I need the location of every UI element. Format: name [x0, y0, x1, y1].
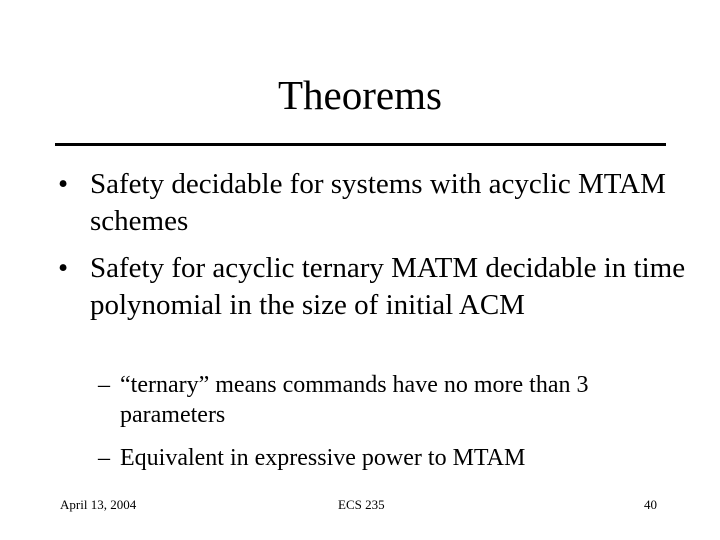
footer-page-number: 40 — [644, 497, 657, 512]
bullet-text: Safety decidable for systems with acyclic MTAM schemes — [90, 168, 666, 237]
bullet-text: Safety for acyclic ternary MATM decidable in time polynomial in the size of initial ACM — [90, 252, 686, 321]
sub-bullet-text: Equivalent in expressive power to MTAM — [120, 445, 526, 471]
bullet-marker: • — [58, 168, 69, 200]
footer-course: ECS 235 — [338, 497, 385, 512]
title-divider — [55, 143, 666, 146]
sub-bullet-marker: – — [98, 372, 110, 398]
sub-bullet-marker: – — [98, 445, 110, 471]
slide-title: Theorems — [278, 72, 442, 118]
footer-date: April 13, 2004 — [60, 497, 137, 512]
sub-bullet-text: “ternary” means commands have no more than 3 parameters — [120, 372, 589, 428]
bullet-marker: • — [58, 252, 69, 284]
